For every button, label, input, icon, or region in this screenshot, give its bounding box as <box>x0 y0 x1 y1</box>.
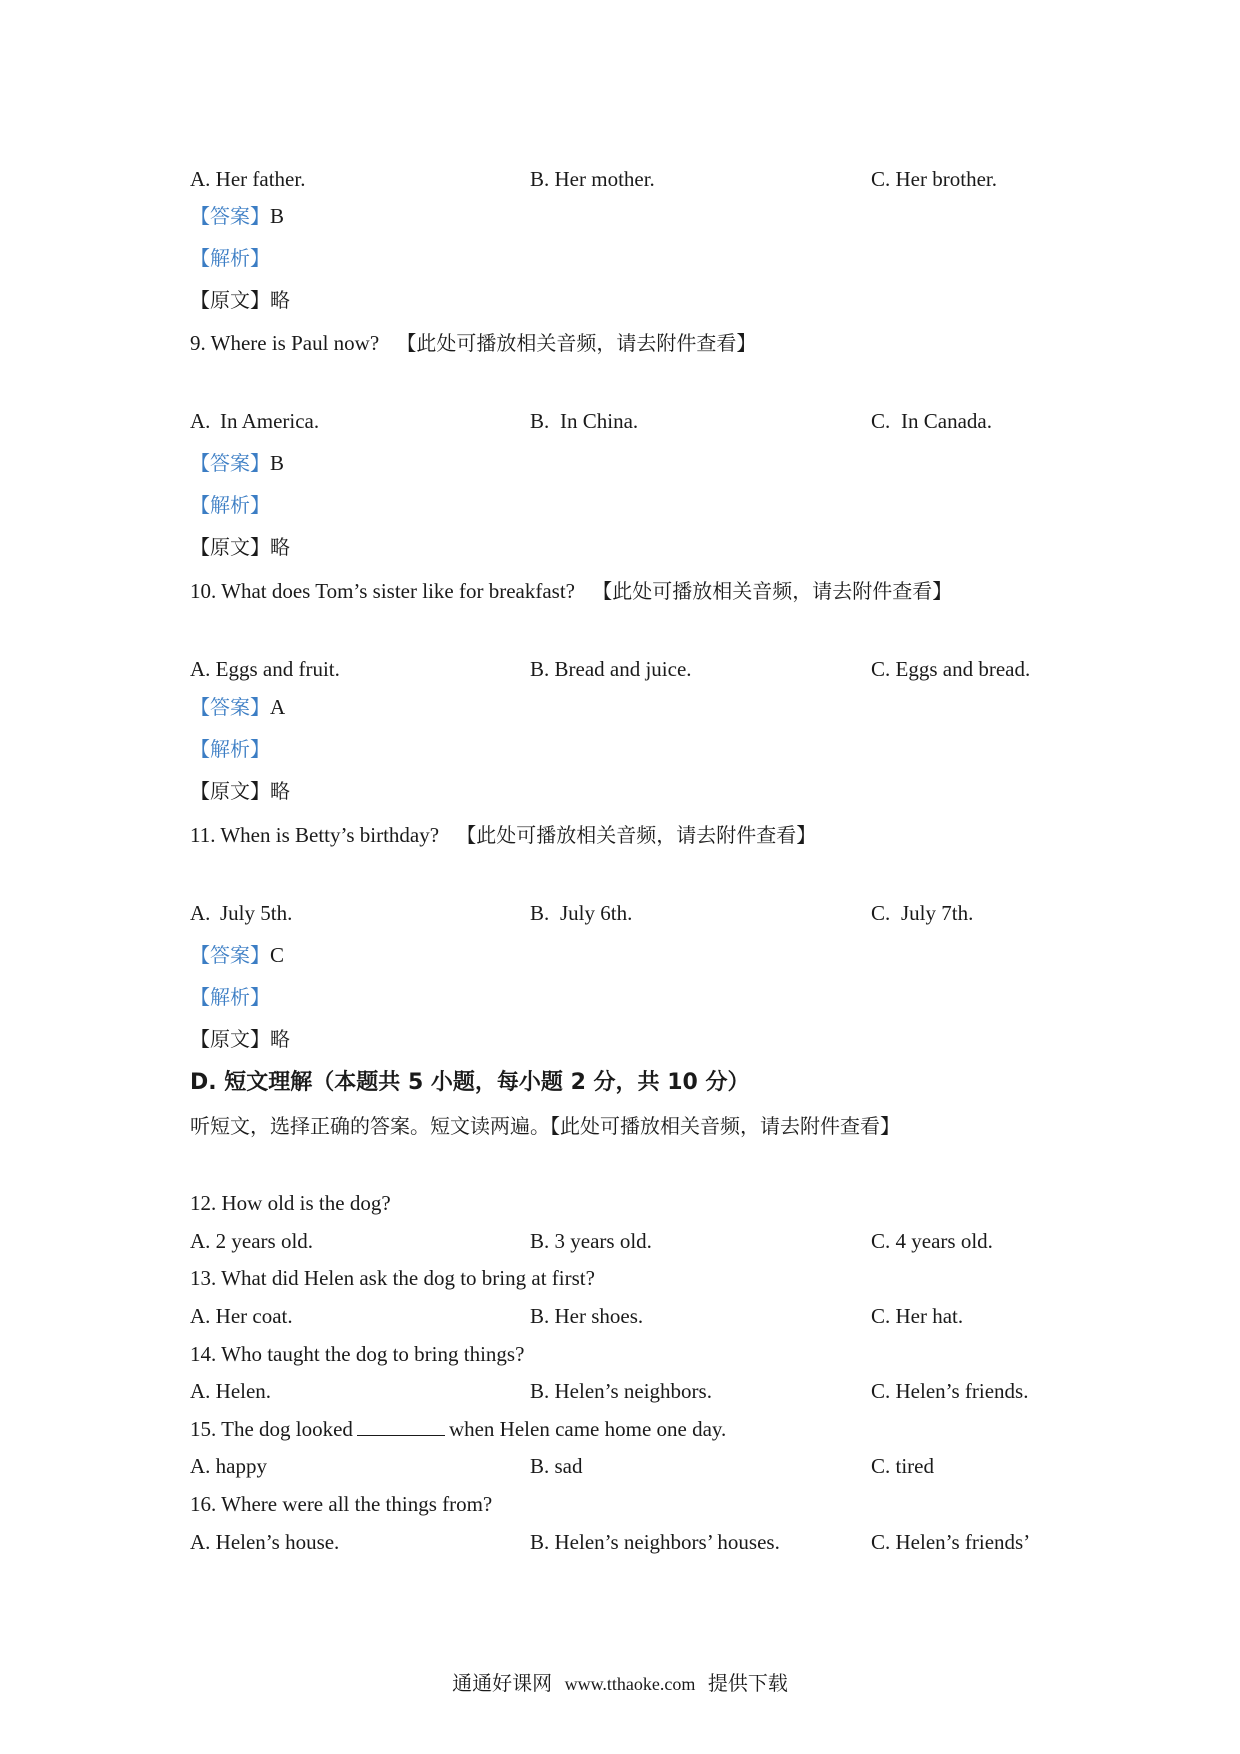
answer-tag: 【答案】 <box>190 943 270 967</box>
q10-option-a: A. Eggs and fruit. <box>190 657 340 681</box>
q12-options <box>190 1228 1090 1254</box>
q15-options <box>190 1453 1090 1479</box>
q8-option-b: B. Her mother. <box>530 167 655 191</box>
q15-question <box>190 1416 726 1442</box>
q16-option-c: C. Helen’s friends’ <box>871 1530 1031 1554</box>
q12-question: 12. How old is the dog? <box>190 1191 391 1215</box>
q14-option-c: C. Helen’s friends. <box>871 1379 1029 1403</box>
q11-source <box>190 1026 290 1052</box>
q9-option-a: A. In America. <box>190 409 320 433</box>
q8-answer <box>190 203 284 229</box>
q11-option-c: C. July 7th. <box>871 901 974 925</box>
question-text: 10. What does Tom’s sister like for breakfast? <box>190 579 575 603</box>
q11-option-a: A. July 5th. <box>190 901 293 925</box>
source-tag: 【原文】 <box>190 288 270 312</box>
analysis-tag: 【解析】 <box>190 246 270 270</box>
audio-note[interactable]: 【此处可播放相关音频，请去附件查看】 <box>592 579 953 603</box>
q12-option-a: A. 2 years old. <box>190 1229 314 1253</box>
answer-value: C <box>270 943 285 967</box>
q15-option-a: A. happy <box>190 1454 267 1478</box>
q11-answer <box>190 942 284 968</box>
q10-question <box>190 578 952 604</box>
answer-blank <box>357 1417 445 1436</box>
question-text: 11. When is Betty’s birthday? <box>190 823 440 847</box>
q9-option-c: C. In Canada. <box>871 409 992 433</box>
q12-option-b: B. 3 years old. <box>530 1229 652 1253</box>
q10-options <box>190 656 1090 682</box>
section-d-title: D. 短文理解（本题共 5 小题，每小题 2 分，共 10 分） <box>190 1070 750 1095</box>
q9-options <box>190 408 1090 434</box>
answer-value: A <box>270 695 286 719</box>
q11-option-b: B. July 6th. <box>530 901 633 925</box>
answer-tag: 【答案】 <box>190 204 270 228</box>
q9-question <box>190 330 756 356</box>
q14-question: 14. Who taught the dog to bring things? <box>190 1342 525 1366</box>
source-tag: 【原文】 <box>190 1027 270 1051</box>
question-text-start: 15. The dog looked <box>190 1417 353 1441</box>
audio-note[interactable]: 【此处可播放相关音频，请去附件查看】 <box>456 823 817 847</box>
q13-option-b: B. Her shoes. <box>530 1304 644 1328</box>
q16-options <box>190 1529 1090 1555</box>
page-footer <box>0 1667 1240 1696</box>
q14-option-b: B. Helen’s neighbors. <box>530 1379 712 1403</box>
source-value: 略 <box>270 535 290 559</box>
q15-option-b: B. sad <box>530 1454 583 1478</box>
q15-option-c: C. tired <box>871 1454 934 1478</box>
analysis-tag: 【解析】 <box>190 737 270 761</box>
source-value: 略 <box>270 288 290 312</box>
footer-suffix: 提供下载 <box>707 1671 788 1695</box>
q10-analysis <box>190 736 270 762</box>
q10-source <box>190 778 290 804</box>
answer-tag: 【答案】 <box>190 695 270 719</box>
analysis-tag: 【解析】 <box>190 493 270 517</box>
source-value: 略 <box>270 779 290 803</box>
q16-question: 16. Where were all the things from? <box>190 1492 493 1516</box>
q10-option-b: B. Bread and juice. <box>530 657 692 681</box>
answer-tag: 【答案】 <box>190 451 270 475</box>
q14-options <box>190 1378 1090 1404</box>
q13-option-c: C. Her hat. <box>871 1304 964 1328</box>
q8-source <box>190 287 290 313</box>
footer-site-name: 通通好课网 <box>452 1671 553 1695</box>
footer-url[interactable]: www.tthaoke.com <box>564 1674 696 1694</box>
answer-value: B <box>270 204 285 228</box>
q10-answer <box>190 694 285 720</box>
q8-analysis <box>190 245 270 271</box>
q10-option-c: C. Eggs and bread. <box>871 657 1031 681</box>
q8-option-a: A. Her father. <box>190 167 306 191</box>
q13-question: 13. What did Helen ask the dog to bring at first? <box>190 1266 595 1290</box>
q9-source <box>190 534 290 560</box>
q11-options <box>190 900 1090 926</box>
q8-option-c: C. Her brother. <box>871 167 997 191</box>
q16-option-b: B. Helen’s neighbors’ houses. <box>530 1530 780 1554</box>
question-text-end: when Helen came home one day. <box>448 1417 727 1441</box>
question-text: 9. Where is Paul now? <box>190 331 380 355</box>
q12-option-c: C. 4 years old. <box>871 1229 993 1253</box>
q16-option-a: A. Helen’s house. <box>190 1530 340 1554</box>
q8-options <box>190 166 1090 192</box>
q13-option-a: A. Her coat. <box>190 1304 293 1328</box>
q14-option-a: A. Helen. <box>190 1379 272 1403</box>
q11-question <box>190 822 816 848</box>
q9-option-b: B. In China. <box>530 409 639 433</box>
source-tag: 【原文】 <box>190 535 270 559</box>
analysis-tag: 【解析】 <box>190 985 270 1009</box>
q9-answer <box>190 450 284 476</box>
q9-analysis <box>190 492 270 518</box>
q13-options <box>190 1303 1090 1329</box>
q11-analysis <box>190 984 270 1010</box>
section-d-instruction: 听短文，选择正确的答案。短文读两遍。【此处可播放相关音频，请去附件查看】 <box>190 1114 900 1138</box>
source-value: 略 <box>270 1027 290 1051</box>
answer-value: B <box>270 451 285 475</box>
source-tag: 【原文】 <box>190 779 270 803</box>
audio-note[interactable]: 【此处可播放相关音频，请去附件查看】 <box>396 331 757 355</box>
